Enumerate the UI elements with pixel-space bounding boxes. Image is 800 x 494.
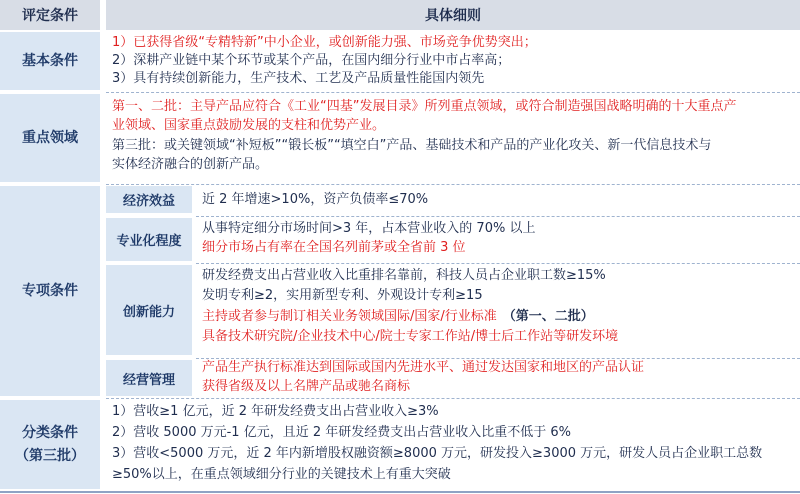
innovation-batch-note: （第一、二批）	[502, 309, 594, 324]
economic-benefit-label: 经济效益	[106, 186, 192, 213]
management-line-1: 产品生产执行标准达到国际或国内先进水平、通过发达国家和地区的产品认证	[202, 360, 645, 375]
header-criteria: 评定条件	[0, 0, 100, 30]
header-details: 具体细则	[106, 0, 800, 30]
classify-conditions-label	[0, 400, 100, 489]
focus-line-3: 第三批：或关键领域“补短板”“锻长板”“填空白”产品、基础技术和产品的产业化攻关、新一代信息技术与	[112, 138, 712, 153]
innovation-line-4: 具备技术研究院/企业技术中心/院士专家工作站/博士后工作站等研发环境	[202, 329, 619, 344]
special-conditions-label: 专项条件	[0, 186, 100, 396]
basic-line-1: 1）已获得省级“专精特新”中小企业，或创新能力强、市场竞争优势突出；	[112, 35, 537, 50]
focus-line-2: 业领域、国家重点鼓励发展的支柱和优势产业。	[112, 118, 386, 133]
focus-line-1: 第一、二批：主导产品应符合《工业“四基”发展目录》所列重点领域，或符合制造强国战略明确的十大重点产	[112, 99, 737, 114]
innovation-label: 创新能力	[106, 265, 192, 355]
innovation-line-1: 研发经费支出占营业收入比重排名靠前，科技人员占企业职工数≥15%	[202, 268, 606, 283]
classify-line-3: 3）营收<5000 万元，近 2 年内新增股权融资额≥8000 万元，研发投入≥3000 万元，研发人员占企业职工总数	[112, 446, 763, 461]
specialization-line-2: 细分市场占有率在全国名列前茅或全省前 3 位	[202, 240, 466, 255]
focus-line-4: 实体经济融合的创新产品。	[112, 157, 269, 172]
innovation-line-2: 发明专利≥2，实用新型专利、外观设计专利≥15	[202, 288, 483, 303]
specialization-line-1: 从事特定细分市场时间>3 年，占本营业收入的 70% 以上	[202, 221, 536, 236]
divider	[106, 398, 800, 399]
classify-title: 分类条件	[22, 425, 78, 442]
basic-line-3: 3）具有持续创新能力，生产技术、工艺及产品质量性能国内领先	[112, 71, 485, 86]
divider	[196, 216, 800, 217]
specialization-label: 专业化程度	[106, 218, 192, 261]
management-line-2: 获得省级及以上名牌产品或驰名商标	[202, 379, 411, 394]
focus-areas-label: 重点领域	[0, 94, 100, 182]
divider	[106, 92, 800, 93]
innovation-line-3	[202, 307, 594, 326]
management-label: 经营管理	[106, 360, 192, 396]
basic-conditions-label: 基本条件	[0, 32, 100, 90]
economic-line-1: 近 2 年增速>10%，资产负债率≤70%	[202, 192, 429, 207]
divider	[196, 263, 800, 264]
classify-line-4: ≥50%以上，在重点领域细分行业的关键技术上有重大突破	[112, 467, 451, 482]
classify-line-2: 2）营收 5000 万元-1 亿元，且近 2 年研发经费支出占营业收入比重不低于 6%	[112, 425, 572, 440]
divider	[106, 184, 800, 185]
basic-line-2: 2）深耕产业链中某个环节或某个产品，在国内细分行业中市占率高；	[112, 53, 511, 68]
bottom-rule	[0, 491, 800, 493]
innovation-standard-text: 主持或者参与制订相关业务领域国际/国家/行业标准	[202, 309, 497, 324]
classify-line-1: 1）营收≥1 亿元，近 2 年研发经费支出占营业收入≥3%	[112, 404, 439, 419]
classify-batch: （第三批）	[15, 447, 85, 464]
